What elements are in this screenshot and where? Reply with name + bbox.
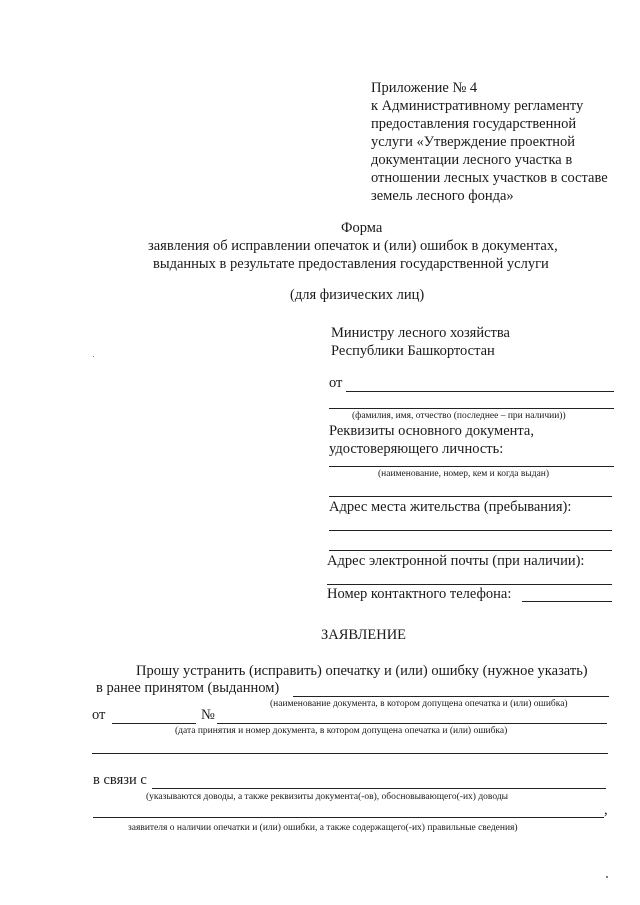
scan-speck — [606, 876, 608, 878]
applicant-name-line[interactable] — [346, 391, 614, 392]
document-number-line[interactable] — [217, 723, 607, 724]
email-line[interactable] — [327, 584, 612, 585]
number-label: № — [201, 707, 215, 723]
id-doc-line-2[interactable] — [329, 496, 612, 497]
id-doc-label-1: Реквизиты основного документа, — [329, 423, 534, 439]
form-title-line-2: выданных в результате предоставления государственной услуги — [153, 256, 549, 272]
request-line-1: Прошу устранить (исправить) опечатку и (или) ошибку (нужное указать) — [136, 663, 588, 679]
id-doc-caption: (наименование, номер, кем и когда выдан) — [378, 469, 550, 479]
reason-label: в связи с — [93, 772, 147, 788]
address-line-1[interactable] — [329, 530, 612, 531]
appendix-line: услуги «Утверждение проектной — [371, 134, 576, 150]
appendix-line: документации лесного участка в — [371, 152, 573, 168]
id-doc-label-2: удостоверяющего личность: — [329, 441, 504, 457]
reason-comma: , — [604, 802, 608, 818]
form-subtitle: (для физических лиц) — [290, 287, 425, 303]
date-from-label: от — [92, 707, 106, 723]
form-word: Форма — [341, 220, 383, 236]
document-details-line-2[interactable] — [92, 753, 608, 754]
reason-line[interactable] — [152, 788, 606, 789]
appendix-line: Приложение № 4 — [371, 80, 478, 96]
document-date-line[interactable] — [112, 723, 196, 724]
date-caption: (дата принятия и номер документа, в котором допущена опечатка и (или) ошибка) — [175, 726, 508, 736]
reason-caption-2: заявителя о наличии опечатки и (или) ошибки, а также содержащего(-их) правильные сведения) — [128, 823, 518, 833]
id-doc-line[interactable] — [329, 466, 614, 467]
name-caption: (фамилия, имя, отчество (последнее – при наличии)) — [352, 411, 566, 421]
request-line-2: в ранее принятом (выданном) — [96, 680, 280, 696]
reason-line-2[interactable] — [93, 817, 604, 818]
phone-line[interactable] — [522, 601, 612, 602]
addressee-line-1: Министру лесного хозяйства — [331, 325, 510, 341]
phone-label: Номер контактного телефона: — [327, 586, 512, 602]
appendix-line: земель лесного фонда» — [371, 188, 514, 204]
scan-speck — [93, 356, 94, 357]
reason-caption: (указываются доводы, а также реквизиты документа(-ов), обосновывающего(-их) доводы — [146, 792, 509, 802]
address-line-2[interactable] — [329, 550, 612, 551]
document-name-line[interactable] — [293, 696, 609, 697]
address-label: Адрес места жительства (пребывания): — [329, 499, 572, 515]
email-label: Адрес электронной почты (при наличии): — [327, 553, 585, 569]
appendix-line: к Административному регламенту — [371, 98, 584, 114]
form-title-line-1: заявления об исправлении опечаток и (или) ошибок в документах, — [148, 238, 558, 254]
appendix-line: предоставления государственной — [371, 116, 577, 132]
addressee-line-2: Республики Башкортостан — [331, 343, 495, 359]
appendix-line: отношении лесных участков в составе — [371, 170, 608, 186]
applicant-name-line-2[interactable] — [329, 408, 614, 409]
document-name-caption: (наименование документа, в котором допущена опечатка и (или) ошибка) — [270, 699, 568, 709]
statement-title: ЗАЯВЛЕНИЕ — [321, 627, 407, 643]
from-label: от — [329, 375, 343, 391]
